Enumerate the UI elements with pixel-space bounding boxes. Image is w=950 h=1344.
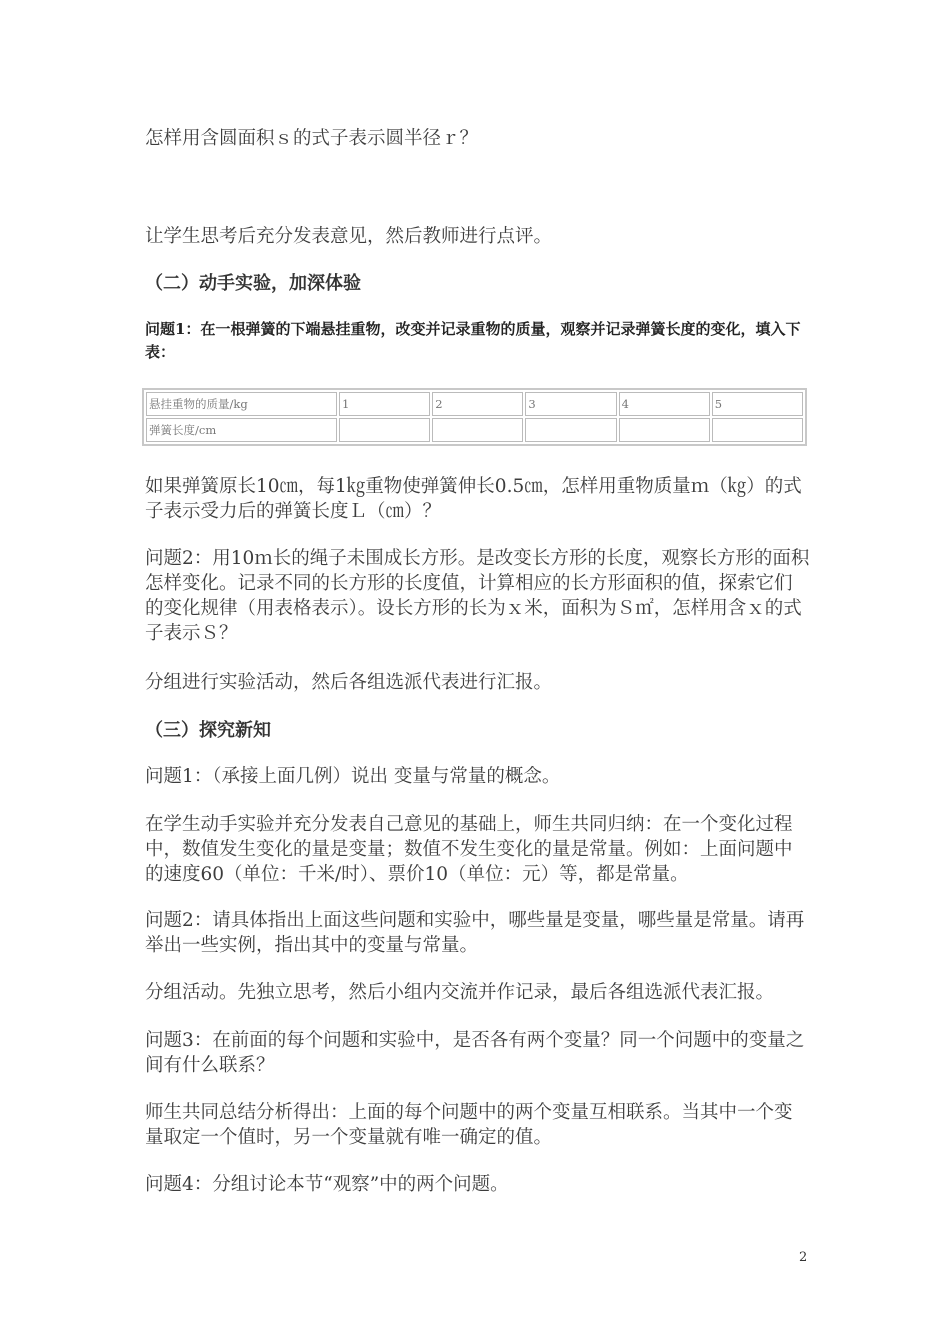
table-cell: 3 <box>525 392 616 416</box>
question-1-spring: 问题1：在一根弹簧的下端悬挂重物，改变并记录重物的质量，观察并记录弹簧长度的变化，填入下表： <box>145 320 801 361</box>
paragraph-spring-length: 如果弹簧原长10㎝，每1㎏重物使弹簧伸长0.5㎝，怎样用重物质量ｍ（㎏）的式子表示受力后的弹簧长度Ｌ（㎝）？ <box>145 476 802 522</box>
page-number: 2 <box>799 1250 808 1265</box>
table-cell: 1 <box>339 392 430 416</box>
paragraph-question-1-concepts: 问题1：（承接上面几例）说出 变量与常量的概念。 <box>145 766 561 787</box>
table-cell <box>712 418 803 442</box>
paragraph-question-3: 问题3：在前面的每个问题和实验中，是否各有两个变量？同一个问题中的变量之间有什么联系？ <box>145 1030 805 1076</box>
table-cell <box>525 418 616 442</box>
table-cell <box>339 418 430 442</box>
paragraph-question-2-rectangle: 问题2：用10ｍ长的绳子未围成长方形。是改变长方形的长度，观察长方形的面积怎样变化。记录不同的长方形的长度值，计算相应的长方形面积的值，探索它们的变化规律（用表格表示）。设长方形的长为ｘ米，面积为Ｓ㎡，怎样用含ｘ的式子表示Ｓ？ <box>145 548 810 644</box>
paragraph-summary-variables: 在学生动手实验并充分发表自己意见的基础上，师生共同归纳：在一个变化过程中，数值发生变化的量是变量；数值不发生变化的量是常量。例如：上面问题中的速度60（单位：千米/时）、票价10（单位：元）等，都是常量。 <box>145 814 793 885</box>
table-cell <box>432 418 523 442</box>
table-cell <box>619 418 710 442</box>
paragraph-circle-radius: 怎样用含圆面积ｓ的式子表示圆半径ｒ？ <box>145 128 479 149</box>
section-heading-2: （二）动手实验，加深体验 <box>145 273 361 294</box>
paragraph-discussion: 让学生思考后充分发表意见，然后教师进行点评。 <box>145 226 553 247</box>
paragraph-group-activity: 分组活动。先独立思考，然后小组内交流并作记录，最后各组选派代表汇报。 <box>145 982 775 1003</box>
paragraph-conclusion: 师生共同总结分析得出：上面的每个问题中的两个变量互相联系。当其中一个变量取定一个值时，另一个变量就有唯一确定的值。 <box>145 1102 793 1148</box>
table-row <box>146 392 803 416</box>
section-heading-3: （三）探究新知 <box>145 720 271 741</box>
table-cell-label: 悬挂重物的质量/kg <box>146 392 337 416</box>
spring-data-table <box>142 388 807 446</box>
table-cell-label: 弹簧长度/cm <box>146 418 337 442</box>
table-row <box>146 418 803 442</box>
paragraph-group-experiment: 分组进行实验活动，然后各组选派代表进行汇报。 <box>145 672 553 693</box>
table-cell: 2 <box>432 392 523 416</box>
paragraph-question-2-identify: 问题2：请具体指出上面这些问题和实验中，哪些量是变量，哪些量是常量。请再举出一些实例，指出其中的变量与常量。 <box>145 910 805 956</box>
table-cell: 5 <box>712 392 803 416</box>
paragraph-question-4: 问题4：分组讨论本节“观察”中的两个问题。 <box>145 1174 509 1195</box>
table-cell: 4 <box>619 392 710 416</box>
